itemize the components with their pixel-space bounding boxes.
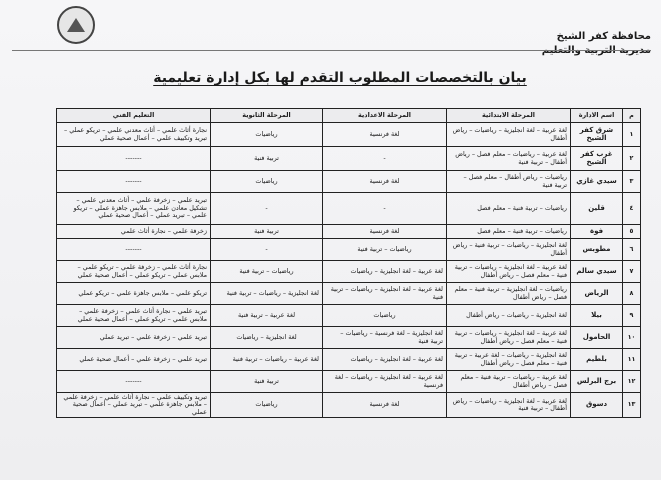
admin-name: غرب كفر الشيخ (571, 147, 623, 171)
col-header-num: م (623, 109, 641, 123)
admin-name: فوة (571, 225, 623, 239)
table-row (57, 171, 641, 193)
col-header-prep: المرحلة الاعدادية (323, 109, 447, 123)
prep-cell: لغة فرنسية (323, 171, 447, 193)
row-number: ١٠ (623, 327, 641, 349)
prep-cell: - (323, 193, 447, 225)
prep-cell: لغة عربية – لغة انجليزية – رياضيات – لغة فرنسية (323, 371, 447, 393)
primary-cell: لغة عربية – لغة انجليزية – رياضيات – رياض أطفال (447, 123, 571, 147)
secondary-cell: - (211, 193, 323, 225)
prep-cell: لغة عربية – لغة انجليزية – رياضيات – تربية فنية (323, 283, 447, 305)
secondary-cell: تربية فنية (211, 371, 323, 393)
secondary-cell: رياضيات (211, 171, 323, 193)
row-number: ١٣ (623, 393, 641, 418)
primary-cell: رياضيات – تربية فنية – معلم فصل (447, 193, 571, 225)
document-title: بيان بالتخصصات المطلوب التقدم لها بكل إدارة تعليمية (153, 70, 527, 86)
prep-cell: لغة فرنسية (323, 225, 447, 239)
admin-name: سيدي غازي (571, 171, 623, 193)
table-row (57, 371, 641, 393)
prep-cell: لغة فرنسية (323, 393, 447, 418)
table-row (57, 349, 641, 371)
table-row (57, 239, 641, 261)
admin-name: دسوق (571, 393, 623, 418)
table-row (57, 305, 641, 327)
specializations-table (56, 108, 641, 418)
prep-cell: رياضيات (323, 305, 447, 327)
secondary-cell: تربية فنية (211, 225, 323, 239)
primary-cell: لغة عربية – لغة انجليزية – رياضيات – رياض أطفال – تربية فنية (447, 393, 571, 418)
admin-name: بيلا (571, 305, 623, 327)
row-number: ٧ (623, 261, 641, 283)
prep-cell: لغة عربية – لغة انجليزية – رياضيات (323, 349, 447, 371)
secondary-cell: تربية فنية (211, 147, 323, 171)
col-header-secondary: المرحلة الثانوية (211, 109, 323, 123)
col-header-admin: اسم الادارة (571, 109, 623, 123)
admin-name: الحامول (571, 327, 623, 349)
row-number: ٥ (623, 225, 641, 239)
table-row (57, 327, 641, 349)
secondary-cell: لغة عربية – رياضيات – تربية فنية (211, 349, 323, 371)
row-number: ١٢ (623, 371, 641, 393)
primary-cell: رياضيات – لغة انجليزية – تربية فنية – معلم فصل – رياض أطفال (447, 283, 571, 305)
primary-cell: رياضيات – رياض أطفال – معلم فصل – تربية فنية (447, 171, 571, 193)
primary-cell: لغة عربية – لغة انجليزية – رياضيات – تربية فنية – معلم فصل – رياض أطفال (447, 327, 571, 349)
row-number: ١١ (623, 349, 641, 371)
secondary-cell: رياضيات (211, 123, 323, 147)
technical-cell: ------- (57, 239, 211, 261)
admin-name: الرياض (571, 283, 623, 305)
primary-cell: لغة انجليزية – رياضيات – رياض أطفال (447, 305, 571, 327)
secondary-cell: - (211, 239, 323, 261)
prep-cell: - (323, 147, 447, 171)
secondary-cell: رياضيات – تربية فنية (211, 261, 323, 283)
secondary-cell: لغة انجليزية – رياضيات (211, 327, 323, 349)
technical-cell: ------- (57, 171, 211, 193)
table-row (57, 193, 641, 225)
table-row (57, 147, 641, 171)
table-row (57, 225, 641, 239)
secondary-cell: رياضيات (211, 393, 323, 418)
admin-name: مطوبس (571, 239, 623, 261)
table-row (57, 393, 641, 418)
technical-cell: ------- (57, 147, 211, 171)
technical-cell: نجارة أثاث علمي – زخرفة علمي – تريكو علمي – ملابس عملي – تريكو عملي – أعمال صحية عملي (57, 261, 211, 283)
ministry-logo-icon (57, 6, 95, 44)
row-number: ١ (623, 123, 641, 147)
directorate-name: مديرية التربية والتعليم (541, 45, 651, 56)
admin-name: برج البرلس (571, 371, 623, 393)
prep-cell: لغة عربية – لغة انجليزية – رياضيات (323, 261, 447, 283)
admin-name: سيدي سالم (571, 261, 623, 283)
admin-name: شرق كفر الشيخ (571, 123, 623, 147)
technical-cell: ------- (57, 371, 211, 393)
table-row (57, 123, 641, 147)
secondary-cell: لغة انجليزية – رياضيات – تربية فنية (211, 283, 323, 305)
letterhead (451, 30, 651, 58)
row-number: ٣ (623, 171, 641, 193)
admin-name: بلطيم (571, 349, 623, 371)
row-number: ٦ (623, 239, 641, 261)
primary-cell: لغة عربية – رياضيات – تربية فنية – معلم فصل – رياض أطفال (447, 371, 571, 393)
governorate-name: محافظة كفر الشيخ (556, 31, 651, 42)
row-number: ٢ (623, 147, 641, 171)
row-number: ٩ (623, 305, 641, 327)
table-row (57, 283, 641, 305)
row-number: ٤ (623, 193, 641, 225)
technical-cell: تبريد علمي – زخرفة علمي – تبريد عملي (57, 327, 211, 349)
primary-cell: لغة انجليزية – رياضيات – لغة عربية – تربية فنية – معلم فصل – رياض أطفال (447, 349, 571, 371)
technical-cell: تريكو علمي – ملابس جاهزة علمي – تريكو عملي (57, 283, 211, 305)
primary-cell: رياضيات – تربية فنية – معلم فصل (447, 225, 571, 239)
primary-cell: لغة انجليزية – رياضيات – تربية فنية – رياض أطفال (447, 239, 571, 261)
technical-cell: تبريد وتكييف علمي – نجارة أثاث علمي – زخرفة علمي – ملابس جاهزة علمي – تبريد عملي – أعمال صحية عملي (57, 393, 211, 418)
technical-cell: تبريد علمي – زخرفة علمي – أثاث معدني علمي – تشكيل معادن علمي – ملابس جاهزة عملي – تريكو علمي – تبريد عملي – أعمال صحية عملي (57, 193, 211, 225)
technical-cell: زخرفة علمي – نجارة أثاث علمي (57, 225, 211, 239)
secondary-cell: لغة عربية – تربية فنية (211, 305, 323, 327)
prep-cell: لغة فرنسية (323, 123, 447, 147)
technical-cell: تبريد علمي – زخرفة علمي – أعمال صحية عملي (57, 349, 211, 371)
row-number: ٨ (623, 283, 641, 305)
prep-cell: لغة انجليزية – لغة فرنسية – رياضيات – تربية فنية (323, 327, 447, 349)
col-header-technical: التعليم الفني (57, 109, 211, 123)
technical-cell: تبريد علمي – نجارة أثاث علمي – زخرفة علمي – ملابس علمي – تريكو عملي – أعمال صحية عملي (57, 305, 211, 327)
table-row (57, 261, 641, 283)
technical-cell: نجارة أثاث علمي – أثاث معدني علمي – تريكو عملي – تبريد وتكييف علمي – أعمال صحية عملي (57, 123, 211, 147)
primary-cell: لغة عربية – لغة انجليزية – رياضيات – تربية فنية – معلم فصل – رياض أطفال (447, 261, 571, 283)
col-header-primary: المرحلة الابتدائية (447, 109, 571, 123)
table-header-row (57, 109, 641, 123)
primary-cell: لغة عربية – رياضيات – معلم فصل – رياض أطفال – تربية فنية (447, 147, 571, 171)
admin-name: قلين (571, 193, 623, 225)
prep-cell: رياضيات – تربية فنية (323, 239, 447, 261)
header-divider (12, 50, 651, 51)
